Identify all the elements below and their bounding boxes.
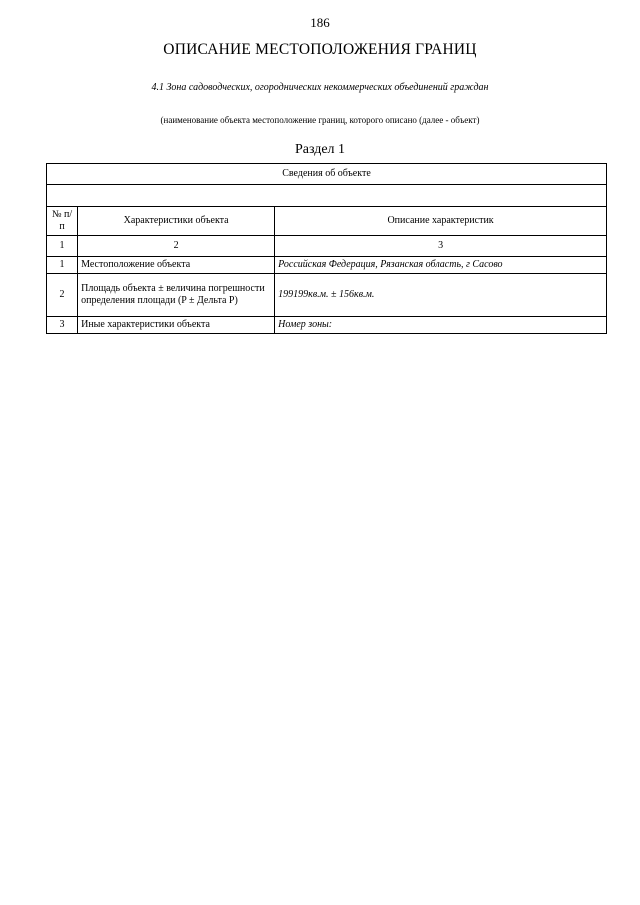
row-characteristic: Иные характеристики объекта: [78, 317, 275, 334]
row-description: Номер зоны:: [275, 317, 607, 334]
document-title: ОПИСАНИЕ МЕСТОПОЛОЖЕНИЯ ГРАНИЦ: [163, 41, 477, 58]
column-header-characteristic: Характеристики объекта: [78, 207, 275, 236]
page-number: 186: [310, 15, 330, 30]
row-num: 3: [47, 317, 78, 334]
table-empty-row: [47, 185, 607, 207]
column-number-row: [47, 236, 607, 257]
table-header: Сведения об объекте: [47, 164, 607, 185]
object-caption: (наименование объекта местоположение границ, которого описано (далее - объект): [160, 115, 480, 125]
object-name: 4.1 Зона садоводческих, огороднических некоммерческих объединений граждан: [151, 82, 489, 93]
row-num: 1: [47, 257, 78, 274]
row-num: 2: [47, 274, 78, 317]
table-row: [47, 257, 607, 274]
column-header-num: № п/п: [47, 207, 78, 236]
column-header-row: [47, 207, 607, 236]
column-number-2: 2: [78, 236, 275, 257]
row-description: 199199кв.м. ± 156кв.м.: [275, 274, 607, 317]
object-info-table: [46, 163, 607, 334]
table-row: [47, 317, 607, 334]
column-header-description: Описание характеристик: [275, 207, 607, 236]
row-characteristic: Местоположение объекта: [78, 257, 275, 274]
column-number-1: 1: [47, 236, 78, 257]
table-empty-cell: [47, 185, 607, 207]
table-row: [47, 274, 607, 317]
column-number-3: 3: [275, 236, 607, 257]
table-header-row: [47, 164, 607, 185]
row-characteristic: Площадь объекта ± величина погрешности определения площади (P ± Дельта P): [78, 274, 275, 317]
row-description: Российская Федерация, Рязанская область, г Сасово: [275, 257, 607, 274]
section-title: Раздел 1: [294, 142, 346, 157]
